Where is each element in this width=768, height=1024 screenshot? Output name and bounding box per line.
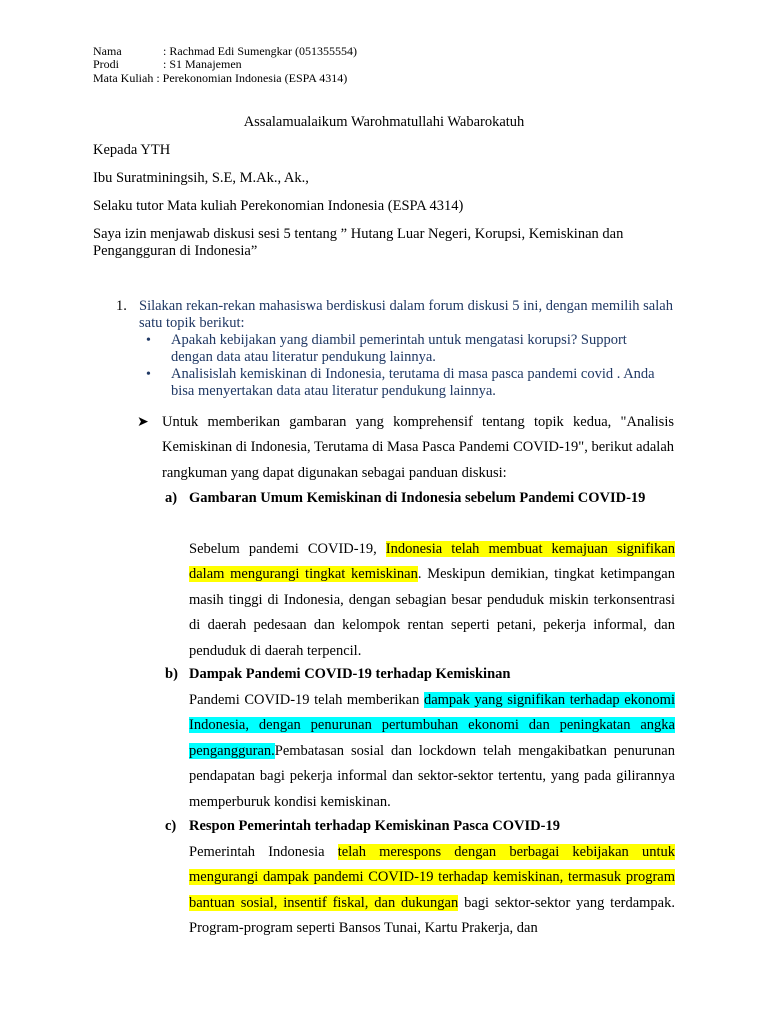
section-c-body: [189, 840, 675, 942]
section-b-body: [189, 688, 675, 815]
to-line: Kepada YTH: [93, 142, 171, 158]
section-b-heading: Dampak Pandemi COVID-19 terhadap Kemiskinan: [189, 666, 511, 682]
section-c-heading: Respon Pemerintah terhadap Kemiskinan Pasca COVID-19: [189, 818, 560, 834]
question-number: 1.: [116, 298, 127, 314]
tutor-role: Selaku tutor Mata kuliah Perekonomian Indonesia (ESPA 4314): [93, 198, 464, 214]
name-value: : Rachmad Edi Sumengkar (051355554): [163, 44, 357, 58]
section-a-highlight: Indonesia telah membuat kemajuan signifikan dalam mengurangi tingkat kemiskinan: [189, 541, 675, 583]
intro-line-1: Saya izin menjawab diskusi sesi 5 tentang ” Hutang Luar Negeri, Korupsi, Kemiskinan dan: [93, 226, 624, 242]
answer-intro: Untuk memberikan gambaran yang komprehensif tentang topik kedua, "Analisis Kemiskinan di Indonesia, Terutama di Masa Pasca Pandemi COVID-19", berikut adalah rangkuman yang dapat digunakan sebagai panduan diskusi:: [162, 414, 675, 481]
header-course-row: [93, 71, 347, 85]
section-a-text-pre: Sebelum pandemi COVID-19,: [189, 541, 386, 557]
name-label: Nama: [93, 44, 122, 58]
bullet-icon: •: [146, 367, 151, 382]
greeting: Assalamualaikum Warohmatullahi Wabarokatuh: [243, 114, 525, 130]
intro-line-2: Pengangguran di Indonesia”: [93, 243, 258, 259]
section-c-highlight: telah merespons dengan berbagai kebijakan untuk mengurangi dampak pandemi COVID-19 terhadap kemiskinan, termasuk program bantuan sosial, insentif fiskal, dan dukungan: [189, 844, 675, 911]
question-text: Silakan rekan-rekan mahasiswa berdiskusi dalam forum diskusi 5 ini, dengan memilih salah satu topik berikut:: [139, 298, 673, 331]
section-b-label: b): [165, 666, 178, 682]
question-bullet-1: Apakah kebijakan yang diambil pemerintah untuk mengatasi korupsi? Support dengan data atau literatur pendukung lainnya.: [171, 332, 627, 365]
header-prodi-row: [93, 57, 242, 71]
section-c-text-pre: Pemerintah Indonesia: [189, 844, 338, 860]
section-a-heading: Gambaran Umum Kemiskinan di Indonesia sebelum Pandemi COVID-19: [189, 490, 646, 506]
section-b-text-pre: Pandemi COVID-19 telah memberikan: [189, 692, 424, 708]
section-a-label: a): [165, 490, 178, 506]
section-b-highlight: dampak yang signifikan terhadap ekonomi Indonesia, dengan penurunan pertumbuhan ekonomi dan peningkatan angka pengangguran.: [189, 692, 675, 759]
question-bullet-2: Analisislah kemiskinan di Indonesia, terutama di masa pasca pandemi covid . Anda bisa menyertakan data atau literatur pendukung lainnya.: [171, 366, 655, 399]
tutor-name: Ibu Suratminingsih, S.E, M.Ak., Ak.,: [93, 170, 309, 186]
bullet-icon: •: [146, 333, 151, 348]
course-value: : Perekonomian Indonesia (ESPA 4314): [153, 71, 348, 85]
arrow-bullet-icon: ➤: [137, 415, 149, 430]
header-name-row: [93, 44, 357, 58]
section-c-text-post: bagi sektor-sektor yang terdampak. Program-program seperti Bansos Tunai, Kartu Prakerja, dan: [189, 894, 675, 937]
course-label: Mata Kuliah: [93, 71, 154, 85]
section-c-label: c): [165, 818, 177, 834]
section-a-body: [189, 537, 675, 664]
section-b-text-post: Pembatasan sosial dan lockdown telah mengakibatkan penurunan pendapatan bagi pekerja informal dan sektor-sektor tertentu, yang pada gilirannya memperburuk kondisi kemiskinan.: [189, 742, 675, 810]
prodi-label: Prodi: [93, 57, 120, 71]
section-a-text-post: . Meskipun demikian, tingkat ketimpangan masih tinggi di Indonesia, dengan sebagian besar penduduk miskin terkonsentrasi di daerah pedesaan dan kelompok rentan seperti petani, pekerja informal, dan penduduk di daerah terpencil.: [189, 566, 675, 659]
prodi-value: : S1 Manajemen: [163, 57, 242, 71]
